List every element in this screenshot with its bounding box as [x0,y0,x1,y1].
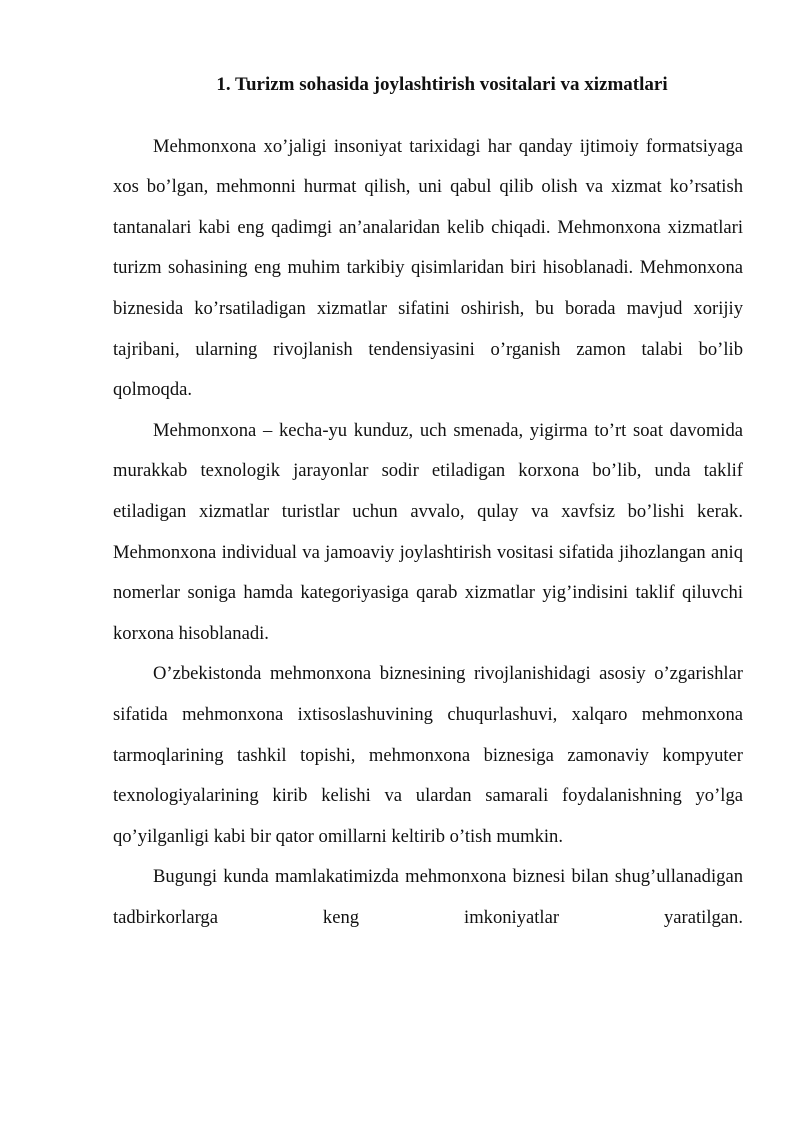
document-page [113,72,743,938]
paragraph-3: O’zbekistonda mehmonxona biznesining rivojlanishidagi asosiy o’zgarishlar sifatida mehmonxona ixtisoslashuvining chuqurlashuvi, xalqaro mehmonxona tarmoqlarining tashkil topishi, mehmonxona biznesiga zamonaviy kompyuter texnologiyalarining kirib kelishi va ulardan samarali foydalanishning yo’lga qo’yilganligi kabi bir qator omillarni keltirib o’tish mumkin. [113,663,743,847]
paragraph-1: Mehmonxona xo’jaligi insoniyat tarixidagi har qanday ijtimoiy formatsiyaga xos bo’lgan, mehmonni hurmat qilish, uni qabul qilib olish va xizmat ko’rsatish tantanalari kabi eng qadimgi an’analaridan kelib chiqadi. Mehmonxona xizmatlari turizm sohasining eng muhim tarkibiy qisimlaridan biri hisoblanadi. Mehmonxona biznesida ko’rsatiladigan xizmatlar sifatini oshirish, bu borada mavjud xorijiy tajribani, ularning rivojlanish tendensiyasini o’rganish zamon talabi bo’lib qolmoqda. [113,135,743,401]
paragraph-4: Bugungi kunda mamlakatimizda mehmonxona biznesi bilan shug’ullanadigan tadbirkorlarga keng imkoniyatlar yaratilgan. [113,866,743,928]
paragraph-2: Mehmonxona – kecha-yu kunduz, uch smenada, yigirma to’rt soat davomida murakkab texnologik jarayonlar sodir etiladigan korxona bo’lib, unda taklif etiladigan xizmatlar turistlar uchun avvalo, qulay va xavfsiz bo’lishi kerak. Mehmonxona individual va jamoaviy joylashtirish vositasi sifatida jihozlangan aniq nomerlar soniga hamda kategoriyasiga qarab xizmatlar yig’indisini taklif qiluvchi korxona hisoblanadi. [113,419,743,644]
section-title: 1. Turizm sohasida joylashtirish vositalari va xizmatlari [216,74,668,95]
